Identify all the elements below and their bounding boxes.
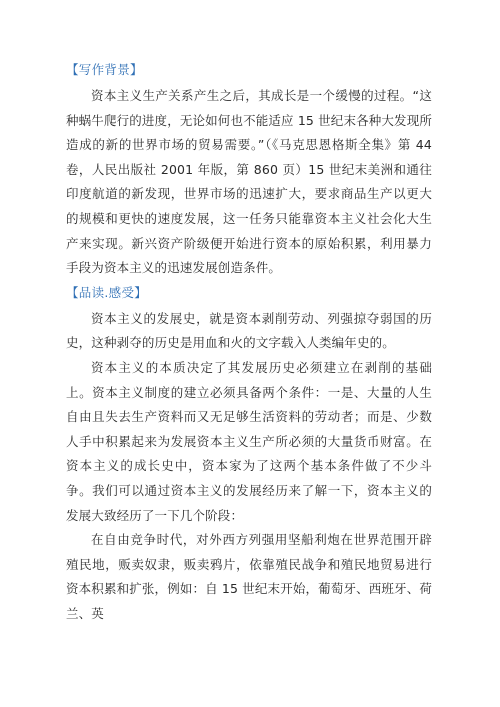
section-writing-background: [66, 60, 432, 281]
body-paragraph: 在自由竞争时代，对外西方列强用坚船利炮在世界范围开辟殖民地，贩卖奴隶，贩卖鸦片，依靠殖民战争和殖民地贸易进行资本积累和扩张，例如：自 15 世纪末开始，葡萄牙、西班牙、荷兰、英: [66, 532, 433, 621]
section-heading: 【写作背景】: [66, 62, 143, 77]
body-paragraph: 资本主义生产关系产生之后，其成长是一个缓慢的过程。“这种蜗牛爬行的进度，无论如何也不能适应 15 世纪末各种大发现所造成的新的世界市场的贸易需要。”（《马克思恩格斯全集》第 44 卷，人民出版社 2001 年版，第 860 页）15 世纪末美洲和通往印度航道的新发现，世界市场的迅速扩大，要求商品生产以更大的规模和更快的速度发展，这一任务只能靠资本主义社会化大生产来实现。新兴资产阶级便开始进行资本的原始积累，利用暴力手段为资本主义的迅速发展创造条件。: [66, 88, 433, 276]
body-paragraph: 资本主义的发展史，就是资本剥削劳动、列强掠夺弱国的历史，这种剥夺的历史是用血和火的文字载入人类编年史的。: [66, 310, 432, 351]
document-page: [66, 60, 432, 626]
body-paragraph: 资本主义的本质决定了其发展历史必须建立在剥削的基础上。资本主义制度的建立必须具备两个条件：一是、大量的人生自由且失去生产资料而又无足够生活资料的劳动者；而是、少数人手中积累起来为发展资本主义生产所必须的大量货币财富。在资本主义的成长史中，资本家为了这两个基本条件做了不少斗争。我们可以通过资本主义的发展经历来了解一下，资本主义的发展大致经历了一下几个阶段：: [66, 359, 432, 523]
section-heading: 【品读.感受】: [66, 284, 148, 300]
section-reading-reflection: [66, 283, 432, 627]
